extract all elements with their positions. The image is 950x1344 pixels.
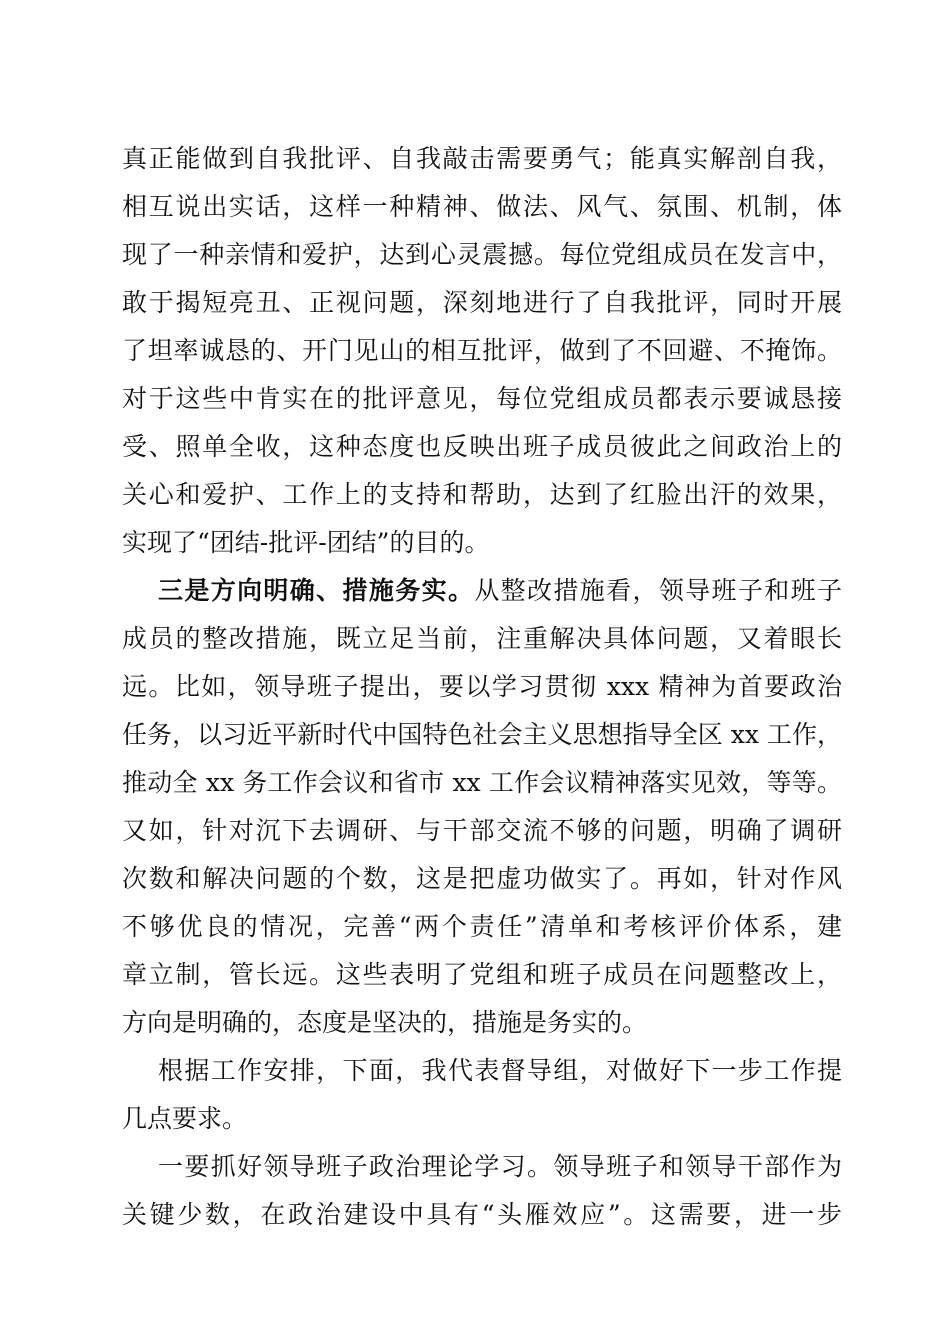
text-line: 根据工作安排，下面，我代表督导组，对做好下一步工作提 <box>158 1056 842 1085</box>
text-line: 关键少数，在政治建设中具有“头雁效应”。这需要，进一步 <box>122 1200 842 1229</box>
paragraph-heading: 三是方向明确、措施务实。 <box>158 576 475 605</box>
paragraph-heading-line: 三是方向明确、措施务实。从整改措施看，领导班子和班子 <box>158 576 842 605</box>
text-line: 现了一种亲情和爱护，达到心灵震撼。每位党组成员在发言中， <box>122 240 842 269</box>
text-line: 实现了“团结-批评-团结”的目的。 <box>122 528 490 557</box>
text-line: 了坦率诚恳的、开门见山的相互批评，做到了不回避、不掩饰。 <box>122 336 842 365</box>
text-line: 相互说出实话，这样一种精神、做法、风气、氛围、机制，体 <box>122 192 842 221</box>
text-line: 次数和解决问题的个数，这是把虚功做实了。再如，针对作风 <box>122 864 842 893</box>
text-line: 受、照单全收，这种态度也反映出班子成员彼此之间政治上的 <box>122 432 842 461</box>
text-line: 远。比如，领导班子提出，要以学习贯彻 xxx 精神为首要政治 <box>122 672 842 701</box>
text-line: 又如，针对沉下去调研、与干部交流不够的问题，明确了调研 <box>122 816 842 845</box>
text-line: 章立制，管长远。这些表明了党组和班子成员在问题整改上， <box>122 960 842 989</box>
text-line: 几点要求。 <box>122 1104 248 1133</box>
text-line: 敢于揭短亮丑、正视问题，深刻地进行了自我批评，同时开展 <box>122 288 842 317</box>
text-line: 推动全 xx 务工作会议和省市 xx 工作会议精神落实见效，等等。 <box>122 768 842 797</box>
text-line: 方向是明确的，态度是坚决的，措施是务实的。 <box>122 1008 648 1037</box>
text-line: 任务，以习近平新时代中国特色社会主义思想指导全区 xx 工作， <box>122 720 842 749</box>
text-line: 真正能做到自我批评、自我敲击需要勇气；能真实解剖自我， <box>122 144 842 173</box>
text-line: 一要抓好领导班子政治理论学习。领导班子和领导干部作为 <box>158 1152 842 1181</box>
text-line: 关心和爱护、工作上的支持和帮助，达到了红脸出汗的效果， <box>122 480 842 509</box>
text-line: 不够优良的情况，完善“两个责任”清单和考核评价体系，建 <box>122 912 842 941</box>
text-line: 成员的整改措施，既立足当前，注重解决具体问题，又着眼长 <box>122 624 842 653</box>
text-line: 对于这些中肯实在的批评意见，每位党组成员都表示要诚恳接 <box>122 384 842 413</box>
